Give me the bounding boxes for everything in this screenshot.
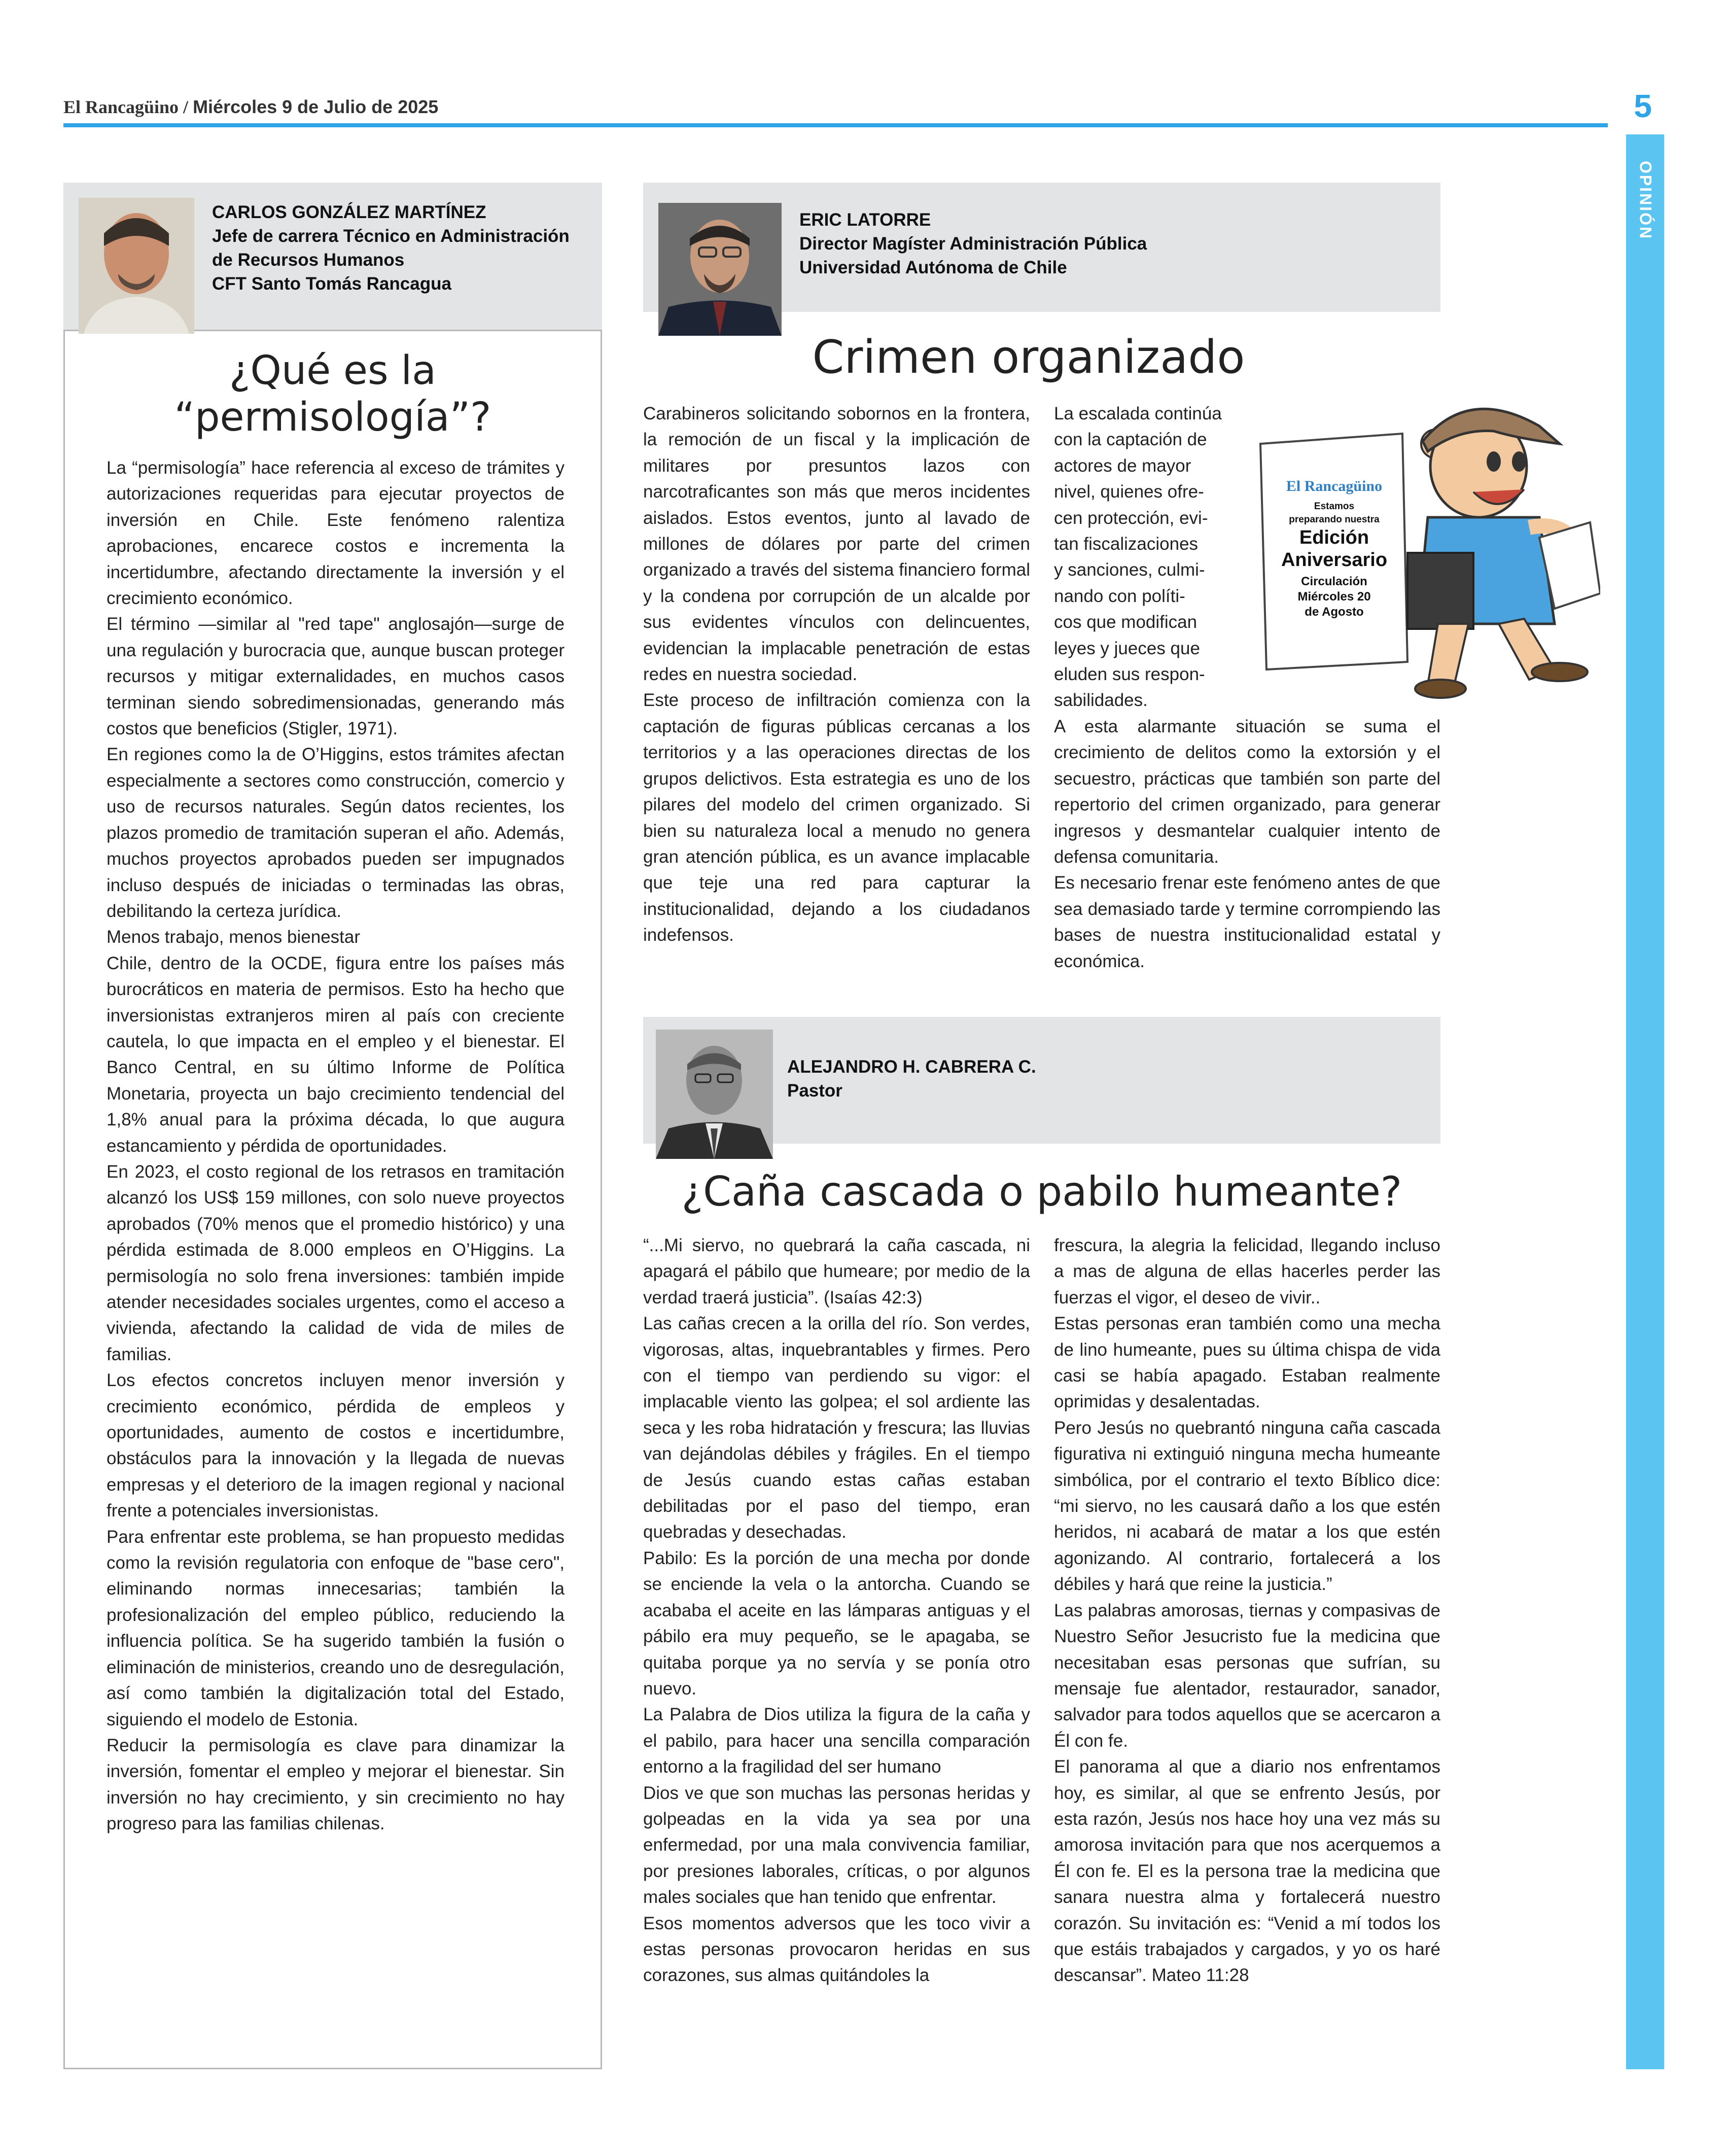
author-name-latorre: ERIC LATORRE [799,210,931,230]
author-role-latorre-1: Director Magíster Administración Pública [799,234,1147,254]
publication-date: Miércoles 9 de Julio de 2025 [193,96,439,117]
text-line: nando con políti- [1054,586,1185,606]
article-col2-crimen [1054,714,1440,974]
masthead [63,96,438,118]
text-line: eluden sus respon- [1054,664,1205,685]
text-line: actores de mayor [1054,455,1191,476]
author-name-gonzalez: CARLOS GONZÁLEZ MARTÍNEZ [212,202,486,222]
promo-line6: Miércoles 20 [1297,590,1371,604]
paragraph: El panorama al que a diario nos enfrentamos hoy, es similar, al que se enfrento Jesús, por esta razón, Jesús nos hace hoy una vez más su amorosa invitación para que nos acerquemos a Él con fe. El es la persona trae la medicina que sanara nuestra alma y fortalecerá nuestro corazón. Su invitación es: “Venid a mí todos los que estáis trabajados y cargados, y yo os haré descansar”. Mateo 11:28 [1054,1757,1440,1986]
author-photo-gonzalez [79,198,194,334]
paragraph: frescura, la alegria la felicidad, llegando incluso a mas de alguna de ellas hacerles perder las fuerzas el vigor, el deseo de vivir.. [1054,1235,1440,1307]
paragraph: “...Mi siervo, no quebrará la caña cascada, ni apagará el pábilo que humeare; por medio de la verdad traerá justicia”. (Isaías 42:3) [643,1235,1030,1307]
promo-line7: de Agosto [1305,605,1364,619]
article-col2-crimen-lines [1054,401,1267,714]
publication-name: El Rancagüino / [63,97,189,117]
paragraph: Chile, dentro de la OCDE, figura entre los países más burocráticos en materia de permisos. Esto ha hecho que inversionistas extranjeros miren al país con creciente cautela, lo que impacta en el empleo y el bienestar. El Banco Central, en su último Informe de Política Monetaria, proyecta un bajo crecimiento tendencial del 1,8% anual para la próxima década, lo que augura estancamiento y pérdida de oportunidades. [107,953,565,1156]
text-line: cos que modifican [1054,612,1197,632]
author-box-cabrera [643,1017,1440,1144]
author-role-gonzalez-1: Jefe de carrera Técnico en Administración [212,226,570,246]
paragraph: Las cañas crecen a la orilla del río. Son verdes, vigorosas, altas, inquebrantables y firmes. Pero con el tiempo van perdiendo su vigor: el implacable viento las golpea; el sol ardiente las seca y les roba hidratación y frescura; las lluvias van dejándolas débiles y frágiles. En el tiempo de Jesús cuando estas cañas estaban debilitadas por el paso del tiempo, eran quebradas y desechadas. [643,1314,1030,1542]
promo-brand: El Rancagüino [1286,478,1383,494]
text-line: cen protección, evi- [1054,508,1208,528]
promo-text [1270,477,1399,620]
article-title-cana: ¿Caña cascada o pabilo humeante? [681,1168,1402,1215]
paragraph: Carabineros solicitando sobornos en la frontera, la remoción de un fiscal y la implicación de militares por presuntos lazos con narcotraficantes son más que meros incidentes aislados. Estos eventos, junto al lavado de millones de dólares por parte del crimen organizado a través del sistema financiero formal y la condena por corrupción de un alcalde por sus evidentes vínculos con delincuentes, evidencian la implacable penetración de estas redes en nuestra sociedad. [643,404,1030,685]
paragraph: Este proceso de infiltración comienza con la captación de figuras públicas cercanas a los territorios y a las operaciones directas de los grupos delictivos. Esta estrategia es uno de los pilares del modelo del crimen organizado. Si bien su naturaleza local a menudo no genera gran atención pública, es un avance implacable que teje una red para capturar la institucionalidad, dejando a los ciudadanos indefensos. [643,690,1030,945]
paragraph: Pero Jesús no quebrantó ninguna caña cascada figurativa ni extinguió ninguna mecha humeante simbólica, por el contrario el texto Bíblico dice: “mi siervo, no les causará daño a los que estén heridos, ni acabará de matar a los que estén agonizando. Al contrario, fortalecerá a los débiles y hará que reine la justicia.” [1054,1418,1440,1595]
paragraph: Es necesario frenar este fenómeno antes de que sea demasiado tarde y termine corrompiendo las bases de nuestra institucionalidad estatal y económica. [1054,873,1440,971]
author-role-gonzalez-3: CFT Santo Tomás Rancagua [212,274,451,294]
author-role-gonzalez-2: de Recursos Humanos [212,250,405,270]
text-line: sabilidades. [1054,690,1148,711]
author-box-latorre [643,183,1440,312]
article-col1-crimen [643,401,1030,948]
promo-line1: Estamos [1314,501,1355,512]
paragraph: El término —similar al "red tape" anglosajón—surge de una regulación y burocracia que, aunque buscan proteger recursos y mitigar externalidades, en muchos casos terminan siendo sobredimensionadas, generando más costos que beneficios (Stigler, 1971). [107,614,565,739]
paragraph: La Palabra de Dios utiliza la figura de la caña y el pabilo, para hacer una sencilla comparación entorno a la fragilidad del ser humano [643,1705,1030,1777]
promo-line5: Circulación [1301,575,1367,588]
subheading: Menos trabajo, menos bienestar [107,927,360,947]
author-box-gonzalez [63,183,602,330]
paragraph: En regiones como la de O’Higgins, estos trámites afectan especialmente a sectores como construcción, comercio y uso de recursos naturales. Según datos recientes, los plazos promedio de tramitación superan el año. Además, muchos proyectos aprobados pueden ser impugnados incluso después de iniciadas o terminadas las obras, debilitando la certeza jurídica. [107,745,565,921]
author-photo-latorre [658,203,782,336]
promo-line4: Aniversario [1281,549,1388,571]
section-label: OPINIÓN [1636,160,1654,240]
text-line: con la captación de [1054,430,1207,450]
text-line: leyes y jueces que [1054,638,1200,658]
page-number: 5 [1634,88,1652,124]
paragraph: A esta alarmante situación se suma el crecimiento de delitos como la extorsión y el secuestro, prácticas que también son parte del repertorio del crimen organizado, para generar ingresos y desmantelar cualquier intento de defensa comunitaria. [1054,717,1440,867]
paragraph: Pabilo: Es la porción de una mecha por donde se enciende la vela o la antorcha. Cuando se acababa el aceite en las lámparas antiguas y el pábilo era muy pequeño, se le apagaba, se quitaba porque ya no servía y se ponía otro nuevo. [643,1548,1030,1699]
text-line: tan fiscalizaciones [1054,534,1199,554]
anniversary-promo [1255,385,1600,700]
article-col2-cana [1054,1232,1440,1989]
text-line: y sanciones, culmi- [1054,560,1205,580]
author-role-latorre-2: Universidad Autónoma de Chile [799,258,1067,277]
article-title-crimen: Crimen organizado [812,331,1245,384]
paragraph: En 2023, el costo regional de los retrasos en tramitación alcanzó los US$ 159 millones, con solo nueve proyectos aprobados (70% menos que el promedio histórico) y una pérdida estimada de 8.000 empleos en O’Higgins. La permisología no solo frena inversiones: también impide atender necesidades sociales urgentes, como el acceso a vivienda, afectando la calidad de vida de miles de familias. [107,1161,565,1364]
article-body-permisologia [107,455,565,1837]
header-rule [63,123,1608,127]
article-title-permisologia: ¿Qué es la “permisología”? [174,348,491,440]
paragraph: Dios ve que son muchas las personas heridas y golpeadas en la vida ya sea por una enfermedad, por una mala convivencia familiar, por presiones laborales, críticas, o por algunos males sociales que han tenido que enfrentar. [643,1783,1030,1907]
paragraph: Los efectos concretos incluyen menor inversión y crecimiento económico, pérdida de empleos y oportunidades, aumento de costos e incertidumbre, obstáculos para la innovación y la llegada de nuevas empresas y el deterioro de la imagen regional y nacional frente a potenciales inversionistas. [107,1370,565,1521]
article-col1-cana [643,1232,1030,1989]
paragraph: Estas personas eran también como una mecha de lino humeante, pues su última chispa de vida casi se había apagado. Estaban realmente oprimidas y desalentadas. [1054,1314,1440,1412]
author-name-cabrera: ALEJANDRO H. CABRERA C. [787,1057,1036,1077]
author-role-cabrera: Pastor [787,1081,842,1101]
paragraph: La “permisología” hace referencia al exceso de trámites y autorizaciones requeridas para ejecutar proyectos de inversión en Chile. Este fenómeno ralentiza aprobaciones, encarece costos e incrementa la incertidumbre, afectando directamente la inversión y el crecimiento económico. [107,458,565,609]
promo-line3: Edición [1299,527,1369,548]
promo-line2: preparando nuestra [1289,514,1380,525]
paragraph: Para enfrentar este problema, se han propuesto medidas como la revisión regulatoria con enfoque de "base cero", eliminando normas innecesarias; también la profesionalización del empleo público, reduciendo la influencia política. Se ha sugerido también la fusión o eliminación de ministerios, creando uno de desregulación, así como también la digitalización total del Estado, siguiendo el modelo de Estonia. [107,1527,565,1729]
text-line: nivel, quienes ofre- [1054,482,1204,502]
paragraph: Las palabras amorosas, tiernas y compasivas de Nuestro Señor Jesucristo fue la medicina que necesitaban esas personas que sufrían, su mensaje fue alentador, restaurador, sanador, salvador para todos aquellos que se acercaron a Él con fe. [1054,1600,1440,1751]
paragraph: Esos momentos adversos que les toco vivir a estas personas provocaron heridas en sus corazones, sus almas quitándoles la [643,1913,1030,1986]
section-sidebar [1626,134,1664,2069]
author-photo-cabrera [656,1030,773,1159]
text-line: La escalada continúa [1054,404,1222,423]
paragraph: Reducir la permisología es clave para dinamizar la inversión, fomentar el empleo y mejorar el bienestar. Sin inversión no hay crecimiento, y sin crecimiento no hay progreso para las familias chilenas. [107,1735,565,1834]
